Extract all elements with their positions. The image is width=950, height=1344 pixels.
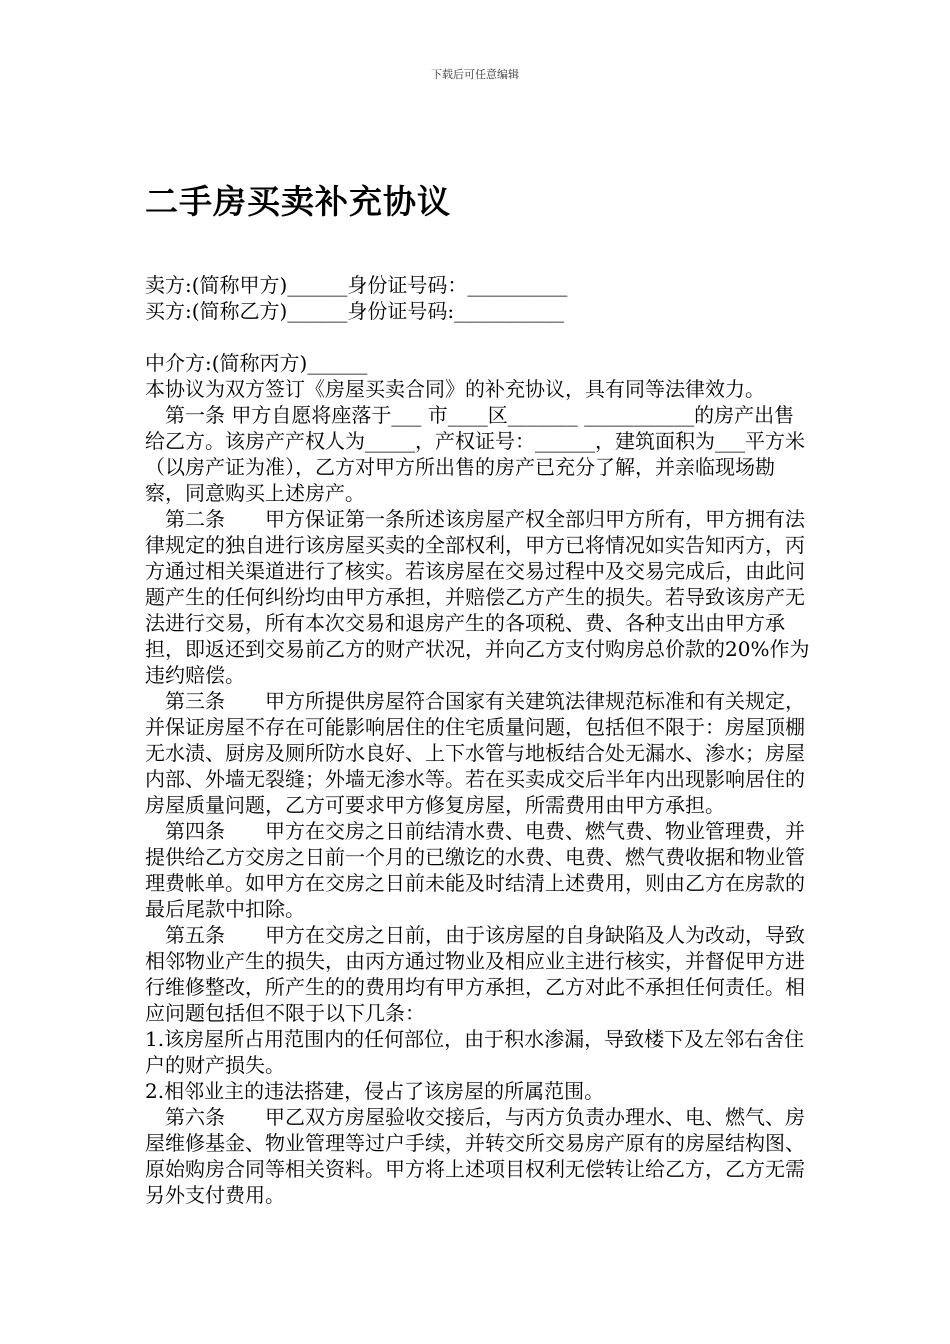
article-5-item-1: 1.该房屋所占用范围内的任何部位，由于积水渗漏，导致楼下及左邻右舍住户的财产损失。: [145, 1027, 805, 1077]
seller-line: 卖方:(简称甲方)______身份证号码：__________: [145, 273, 568, 297]
header-note: 下载后可任意编辑: [431, 68, 519, 81]
article-2: 第二条 甲方保证第一条所述该房屋产权全部归甲方所有，甲方拥有法律规定的独自进行该房屋买卖的全部权利，甲方已将情况如实告知丙方，丙方通过相关渠道进行了核实。若该房屋在交易过程中及交易完成后，由此问题产生的任何纠纷均由甲方承担，并赔偿乙方产生的损失。若导致该房产无法进行交易，所有本次交易和退房产生的各项税、费、各种支出由甲方承担，即返还到交易前乙方的财产状况，并向乙方支付购房总价款的20%作为违约赔偿。: [145, 507, 810, 687]
article-5: 第五条 甲方在交房之日前，由于该房屋的自身缺陷及人为改动，导致相邻物业产生的损失，由丙方通过物业及相应业主进行核实，并督促甲方进行维修整改，所产生的的费用均有甲方承担，乙方对此不承担任何责任。相应问题包括但不限于以下几条：: [145, 923, 805, 1025]
article-1: 第一条 甲方自愿将座落于___ 市____区_______ ___________的房产出售给乙方。该房产产权人为_____，产权证号：______，建筑面积为___平方米（以房产证为准），乙方对甲方所出售的房产已充分了解，并亲临现场勘察，同意购买上述房产。: [145, 403, 805, 505]
article-6: 第六条 甲乙双方房屋验收交接后，与丙方负责办理水、电、燃气、房屋维修基金、物业管理等过户手续，并转交所交易房产原有的房屋结构图、原始购房合同等相关资料。甲方将上述项目权利无偿转让给乙方，乙方无需另外支付费用。: [145, 1105, 805, 1207]
article-5-item-2: 2.相邻业主的违法搭建，侵占了该房屋的所属范围。: [145, 1079, 605, 1103]
intro-paragraph: 本协议为双方签订《房屋买卖合同》的补充协议，具有同等法律效力。: [145, 377, 765, 401]
agent-line: 中介方:(简称丙方)______: [145, 351, 368, 375]
document-body: [145, 272, 810, 1208]
spacer: [145, 324, 810, 350]
article-4: 第四条 甲方在交房之日前结清水费、电费、燃气费、物业管理费，并提供给乙方交房之日前一个月的已缴讫的水费、电费、燃气费收据和物业管理费帐单。如甲方在交房之日前未能及时结清上述费用，则由乙方在房款的最后尾款中扣除。: [145, 819, 805, 921]
article-3: 第三条 甲方所提供房屋符合国家有关建筑法律规范标准和有关规定，并保证房屋不存在可能影响居住的住宅质量问题，包括但不限于：房屋顶棚无水渍、厨房及厕所防水良好、上下水管与地板结合处无漏水、渗水；房屋内部、外墙无裂缝；外墙无渗水等。若在买卖成交后半年内出现影响居住的房屋质量问题，乙方可要求甲方修复房屋，所需费用由甲方承担。: [145, 689, 805, 817]
buyer-line: 买方:(简称乙方)______身份证号码:___________: [145, 299, 565, 323]
document-title: 二手房买卖补充协议: [145, 182, 451, 221]
